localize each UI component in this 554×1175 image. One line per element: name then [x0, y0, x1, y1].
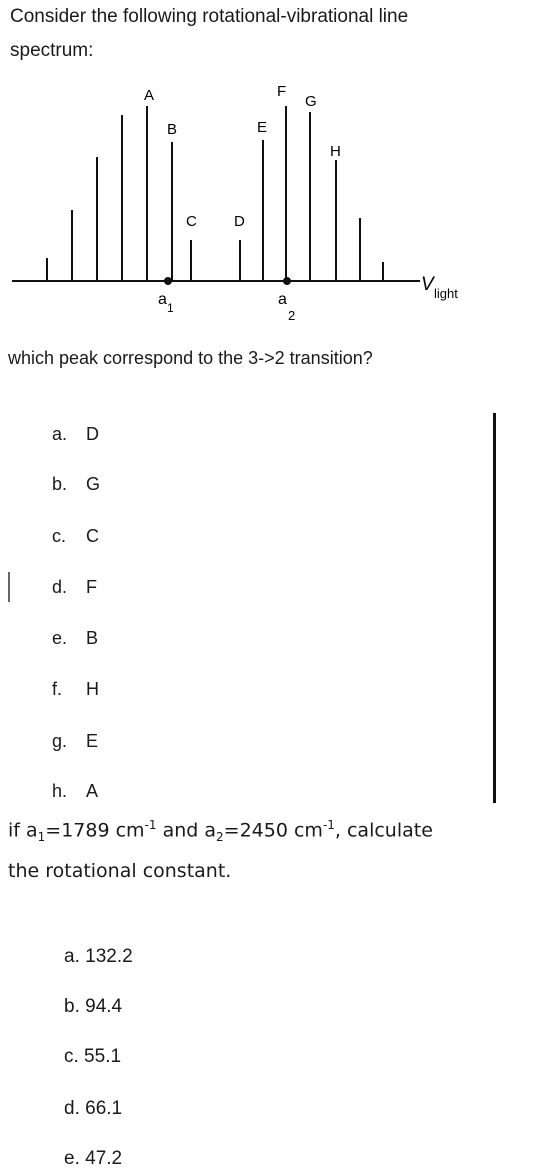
q1-option-b[interactable]: b. G: [52, 474, 101, 494]
a1-subscript: 1: [167, 301, 174, 315]
q1-option-a[interactable]: a. D: [52, 424, 99, 444]
a1-marker: [164, 277, 172, 285]
a2-marker: [283, 277, 291, 285]
q1-option-g[interactable]: g. E: [52, 731, 99, 751]
q1-option-c[interactable]: c. C: [52, 526, 99, 546]
a2-subscript: 2: [288, 308, 296, 323]
q1-option-d[interactable]: d. F: [52, 577, 97, 597]
peak-label-G: G: [305, 93, 317, 110]
q2-option-a[interactable]: a. 132.2: [64, 946, 133, 967]
a1-label: a: [158, 291, 167, 308]
q2-option-b[interactable]: b. 94.4: [64, 996, 123, 1017]
margin-rule: [493, 413, 496, 803]
axis-label-subscript: light: [434, 286, 458, 301]
intro-line-1: Consider the following rotational-vibrational line: [10, 6, 409, 27]
q1-option-f[interactable]: f. H: [52, 679, 99, 699]
peak-label-D: D: [234, 213, 245, 230]
margin-rule: [8, 572, 10, 602]
a2-label: a: [278, 291, 287, 308]
question-1-text: which peak correspond to the 3->2 transition?: [8, 348, 373, 368]
q2-option-d[interactable]: d. 66.1: [64, 1098, 123, 1119]
spectrum-diagram: [0, 80, 554, 330]
intro-line-2: spectrum:: [10, 40, 94, 61]
question-2-text: if $a_1=1789$ $cm^{-1}$ and $a_2=2450$ $cm^{-1}$, calculate: [8, 818, 433, 845]
peak-label-A: A: [144, 87, 155, 104]
peak-label-F: F: [277, 83, 287, 100]
peak-label-B: B: [167, 121, 178, 138]
question-2-text-line-2: the rotational constant.: [8, 860, 232, 882]
q1-option-h[interactable]: h. A: [52, 781, 99, 801]
axis-label: V: [421, 274, 434, 295]
q2-option-c[interactable]: c. 55.1: [64, 1046, 122, 1067]
peak-label-H: H: [330, 143, 341, 160]
peak-label-C: C: [186, 213, 197, 230]
q1-option-e[interactable]: e. B: [52, 628, 99, 648]
peak-label-E: E: [257, 119, 268, 136]
q2-option-e[interactable]: e. 47.2: [64, 1148, 123, 1169]
